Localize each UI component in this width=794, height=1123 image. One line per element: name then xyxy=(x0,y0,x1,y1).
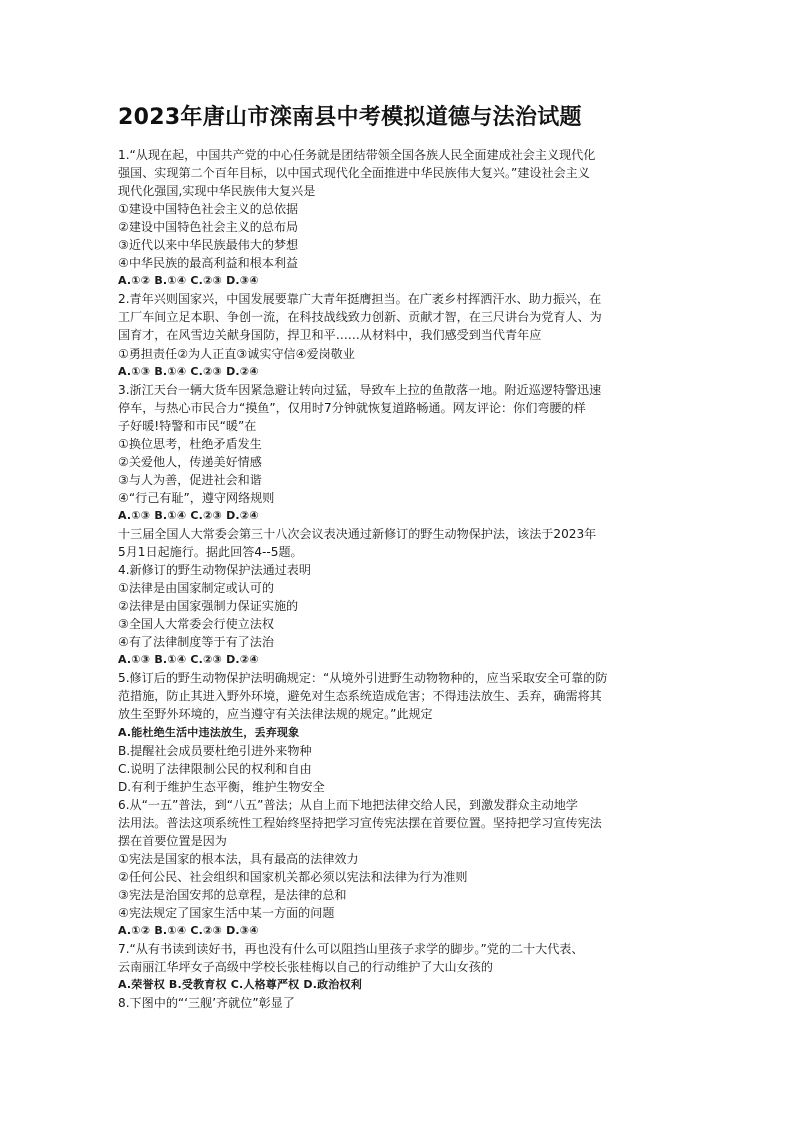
text-line: 子好暖!特警和市民“暖”在 xyxy=(118,418,257,433)
text-line: 法用法。普法这项系统性工程始终坚持把学习宣传宪法摆在首要位置。坚持把学习宣传宪法 xyxy=(118,815,602,830)
text-line: 8.下图中的“‘三舰’齐就位”彰显了 xyxy=(118,996,295,1011)
text-line: 摆在首要位置是因为 xyxy=(118,833,227,848)
text-line: 强国、实现第二个百年目标，以中国式现代化全面推进中华民族伟大复兴。”建设社会主义 xyxy=(118,166,590,181)
text-line: 工厂车间立足本职、争创一流，在科技战线致力创新、贡献才智，在三尺讲台为党育人、为 xyxy=(118,310,602,325)
text-line: 范措施，防止其进入野外环境，避免对生态系统造成危害；不得违法放生、丢弃，确需将其 xyxy=(118,689,602,704)
text-line: ④“行己有耻”，遵守网络规则 xyxy=(118,490,275,505)
text-line: 现代化强国,实现中华民族伟大复兴是 xyxy=(118,184,316,199)
text-line: ③全国人大常委会行使立法权 xyxy=(118,617,274,632)
text-line: 7.“从有书读到读好书，再也没有什么可以阻挡山里孩子求学的脚步。”党的二十大代表、 xyxy=(118,942,584,957)
text-line: 5月1日起施行。据此回答4--5题。 xyxy=(118,545,303,560)
text-line: ①建设中国特色社会主义的总依据 xyxy=(118,202,299,217)
text-line: ②建设中国特色社会主义的总布局 xyxy=(118,220,299,235)
text-line: 放生至野外环境的，应当遵守有关法律法规的规定。”此规定 xyxy=(118,707,433,722)
text-line: 停车，与热心市民合力“摸鱼”，仅用时7分钟就恢复道路畅通。网友评论：你们弯腰的样 xyxy=(118,400,586,415)
text-line: ②任何公民、社会组织和国家机关都必须以宪法和法律为行为准则 xyxy=(118,869,468,884)
text-line: ④有了法律制度等于有了法治 xyxy=(118,635,274,650)
answer-options-line: A.①③ B.①④ C.②③ D.②④ xyxy=(118,653,259,667)
text-line: ③宪法是治国安邦的总章程，是法律的总和 xyxy=(118,887,347,902)
text-line: 国育才，在风雪边关献身国防，捍卫和平……从材料中，我们感受到当代青年应 xyxy=(118,328,542,343)
text-line: ②关爱他人，传递美好情感 xyxy=(118,454,262,469)
answer-options-line: A.能杜绝生活中违法放生，丢弃现象 xyxy=(118,725,300,739)
text-line: ④宪法规定了国家生活中某一方面的问题 xyxy=(118,905,335,920)
text-line: 云南丽江华坪女子高级中学校长张桂梅以自己的行动维护了大山女孩的 xyxy=(118,960,493,975)
text-line: 2.青年兴则国家兴，中国发展要靠广大青年挺膺担当。在广袤乡村挥洒汗水、助力振兴，在 xyxy=(118,292,602,307)
text-line: 1.“从现在起，中国共产党的中心任务就是团结带领全国各族人民全面建成社会主义现代化 xyxy=(118,148,596,162)
answer-options-line: A.①② B.①④ C.②③ D.③④ xyxy=(118,924,259,938)
text-line: 十三届全国人大常委会第三十八次会议表决通过新修订的野生动物保护法，该法于2023年 xyxy=(118,526,597,541)
text-line: 6.从“一五”普法，到“八五”普法；从自上而下地把法律交给人民，到激发群众主动地学 xyxy=(118,797,578,812)
text-line: 4.新修订的野生动物保护法通过表明 xyxy=(118,563,311,578)
text-line: 3.浙江天台一辆大货车因紧急避让转向过猛，导致车上拉的鱼散落一地。附近巡逻特警迅速 xyxy=(118,382,602,397)
document-body xyxy=(118,146,684,1012)
text-line: B.提醒社会成员要杜绝引进外来物种 xyxy=(118,743,312,758)
text-line: ③与人为善，促进社会和谐 xyxy=(118,472,262,487)
text-line: ①宪法是国家的根本法，具有最高的法律效力 xyxy=(118,851,359,866)
text-line: ①法律是由国家制定或认可的 xyxy=(118,581,274,596)
text-line: ②法律是由国家强制力保证实施的 xyxy=(118,599,299,614)
answer-options-line: A.①② B.①④ C.②③ D.③④ xyxy=(118,274,259,288)
text-line: ①换位思考，杜绝矛盾发生 xyxy=(118,436,262,451)
text-line: ③近代以来中华民族最伟大的梦想 xyxy=(118,238,299,253)
answer-options-line: A.①③ B.①④ C.②③ D.②④ xyxy=(118,508,259,522)
text-line: ④中华民族的最高利益和根本利益 xyxy=(118,256,299,271)
text-line: C.说明了法律限制公民的权利和自由 xyxy=(118,761,312,776)
answer-options-line: A.荣誉权 B.受教育权 C.人格尊严权 D.政治权利 xyxy=(118,978,362,992)
document-title: 2023年唐山市滦南县中考模拟道德与法治试题 xyxy=(118,105,582,130)
text-line: D.有利于维护生态平衡，维护生物安全 xyxy=(118,779,325,794)
answer-options-line: A.①③ B.①④ C.②③ D.②④ xyxy=(118,364,259,378)
text-line: ①勇担责任②为人正直③诚实守信④爱岗敬业 xyxy=(118,346,355,361)
text-line: 5.修订后的野生动物保护法明确规定：“从境外引进野生动物物种的，应当采取安全可靠的防 xyxy=(118,671,608,686)
